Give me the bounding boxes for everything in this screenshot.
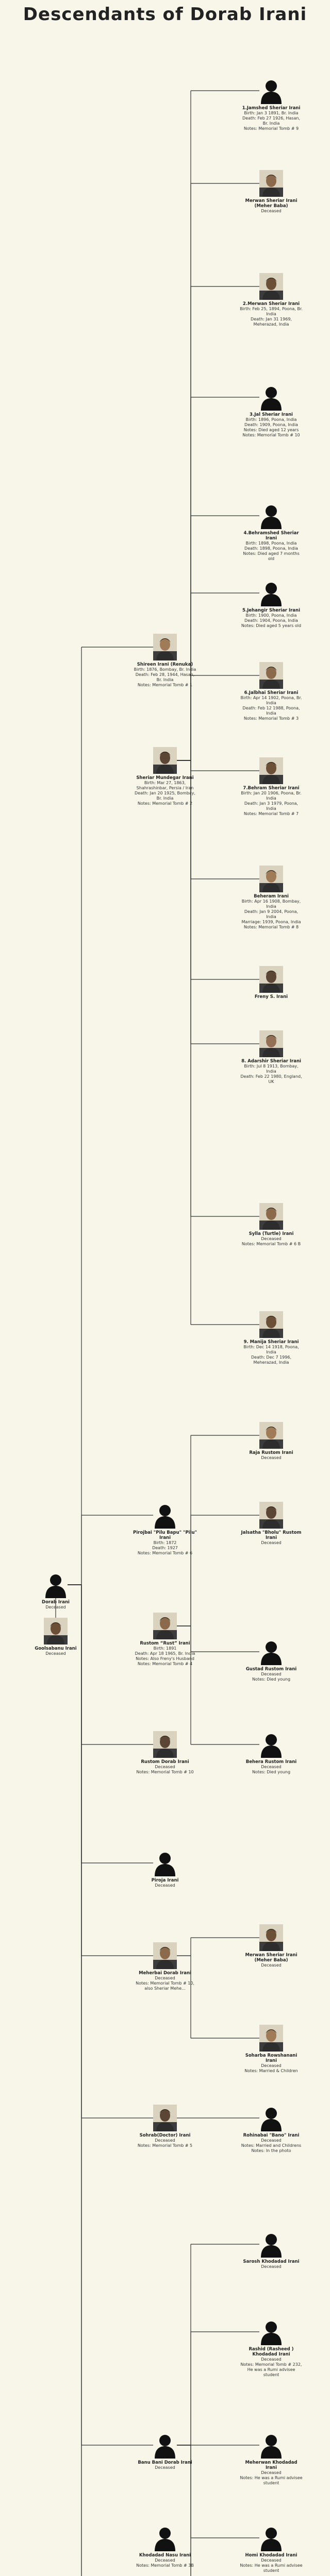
person-manija xyxy=(239,1311,303,1365)
person-merwan2 xyxy=(239,273,303,327)
person-banubai xyxy=(133,2432,197,2470)
person-name: Rashid (Rasheed ) Khodadad Irani xyxy=(249,2347,294,2357)
person-name: 6.Jalbhai Sheriar Irani xyxy=(244,690,299,696)
person-details: Deceased Notes: Memorial Tomb # 10 xyxy=(136,1765,194,1774)
person-details: Birth: Feb 25, 1894, Poona, Br. India Death: Jan 31 1969, Meherazad, India xyxy=(240,307,303,327)
person-details: Birth: 1900, Poona, India Death: 1904, Poona, India Notes: Died aged 5 years old xyxy=(241,613,302,628)
person-details: Deceased xyxy=(261,1540,282,1545)
person-raja xyxy=(239,1422,303,1461)
person-details: Deceased Notes: Memorial Tomb # 3B xyxy=(136,2558,194,2568)
person-details: Deceased Notes: Memorial Tomb # 232, He was a Rumi advisee student xyxy=(240,2357,302,2377)
person-jamshed xyxy=(239,77,303,131)
person-name: Merwan Sheriar Irani (Meher Baba) xyxy=(245,198,298,209)
person-name: Sheriar Mundegar Irani xyxy=(136,775,194,781)
person-details: Deceased Notes: Married & Children xyxy=(244,2063,298,2073)
person-details: Birth: 1891 Death: Apr 18 1965, Br. India Notes: Also Freny's Husband Notes: Memorial Tomb # 4 xyxy=(135,1646,195,1666)
person-name: Freny S. Irani xyxy=(254,994,288,999)
silhouette-icon xyxy=(259,2231,283,2258)
person-name: Sohrab(Doctor) Irani xyxy=(139,2133,191,2138)
person-details: Birth: Dec 14 1918, Poona, India Death: Dec 7 1996, Meherazad, India xyxy=(243,1345,299,1365)
person-homi xyxy=(239,2524,303,2573)
person-photo xyxy=(259,273,283,300)
person-details: Deceased xyxy=(261,1455,282,1460)
person-details: Deceased xyxy=(45,1605,66,1609)
person-name: Piroja Irani xyxy=(151,1878,179,1883)
person-meher-baba xyxy=(239,170,303,214)
silhouette-icon xyxy=(153,1502,177,1529)
person-adarshir xyxy=(239,1030,303,1084)
person-name: Beheram Irani xyxy=(254,894,289,899)
person-photo xyxy=(259,2025,283,2052)
person-behera xyxy=(239,1731,303,1775)
person-meher-baba2 xyxy=(239,1924,303,1968)
silhouette-icon xyxy=(259,580,283,606)
person-details: Deceased Notes: He was a Rumi advisee student xyxy=(240,2558,303,2573)
person-name: Sylla (Turtle) Irani xyxy=(249,1231,294,1236)
person-name: Merwan Sheriar Irani (Meher Baba) xyxy=(245,1953,298,1963)
person-sarosh xyxy=(239,2231,303,2269)
person-details: Deceased Notes: Memorial Tomb # 5 xyxy=(137,2138,193,2148)
person-photo xyxy=(153,634,177,660)
person-name: 8. Adarshir Sheriar Irani xyxy=(241,1059,301,1064)
silhouette-icon xyxy=(153,1850,177,1876)
person-behram xyxy=(239,757,303,817)
person-meherwan xyxy=(239,2432,303,2486)
person-name: 1.Jamshed Sheriar Irani xyxy=(242,106,301,111)
silhouette-icon xyxy=(259,502,283,529)
person-name: Rustom “Rust” Irani xyxy=(140,1641,190,1646)
silhouette-icon xyxy=(259,1638,283,1665)
silhouette-icon xyxy=(259,2524,283,2551)
person-photo xyxy=(259,1030,283,1057)
person-details: Birth: Jul 8 1913, Bombay, India Death: Feb 22 1980, England, UK xyxy=(240,1064,302,1084)
person-photo xyxy=(259,170,283,197)
person-jal xyxy=(239,384,303,438)
person-name: 2.Merwan Sheriar Irani xyxy=(242,301,300,307)
person-details: Deceased xyxy=(155,2465,175,2470)
person-name: Pirojbai "Pilu Bapu" "Pilu" Irani xyxy=(133,1530,197,1540)
person-name: Homi Khodadad Irani xyxy=(245,2553,298,2558)
person-soharba xyxy=(239,2025,303,2074)
person-name: 7.Behram Sheriar Irani xyxy=(243,786,300,791)
person-gustad xyxy=(239,1638,303,1682)
silhouette-icon xyxy=(259,2105,283,2131)
person-meherbai xyxy=(133,1942,197,1991)
silhouette-icon xyxy=(153,2524,177,2551)
person-photo xyxy=(259,1311,283,1338)
person-details: Deceased xyxy=(155,1883,175,1888)
person-photo xyxy=(259,1422,283,1449)
person-photo xyxy=(259,1502,283,1529)
person-jalbhai xyxy=(239,662,303,721)
person-photo xyxy=(259,1924,283,1951)
person-behramshed xyxy=(239,502,303,562)
person-name: Meherbai Dorab Irani xyxy=(139,1971,191,1976)
person-photo xyxy=(259,662,283,689)
person-name: Soharba Rowshanani Irani xyxy=(245,2053,298,2063)
person-name: Jalsatha "Bholu" Rustom Irani xyxy=(241,1530,302,1540)
silhouette-icon xyxy=(153,2432,177,2459)
person-details: Deceased xyxy=(261,209,282,213)
person-details: Birth: 1898, Poona, India Death: 1898, Poona, India Notes: Died aged 7 months old xyxy=(243,541,300,561)
person-name: Dorab Irani xyxy=(42,1600,70,1605)
person-details: Deceased Notes: Died young xyxy=(252,1672,291,1682)
person-photo xyxy=(153,1613,177,1639)
person-shireen xyxy=(133,634,197,688)
person-photo xyxy=(259,866,283,892)
person-sylla xyxy=(239,1203,303,1247)
silhouette-icon xyxy=(259,1731,283,1758)
person-name: Khodadad Nasu Irani xyxy=(139,2553,191,2558)
person-rustom-dorab xyxy=(133,1731,197,1775)
person-photo xyxy=(153,2105,177,2131)
person-photo xyxy=(153,1731,177,1758)
person-name: Raja Rustom Irani xyxy=(249,1450,293,1455)
person-dorab xyxy=(24,1571,88,1610)
person-details: Deceased xyxy=(261,2264,282,2269)
person-rustom xyxy=(133,1613,197,1667)
person-rohinabai xyxy=(239,2105,303,2154)
person-name: Shireen Irani (Renuka) xyxy=(137,662,193,667)
person-photo xyxy=(259,966,283,993)
silhouette-icon xyxy=(259,384,283,411)
person-name: Goolsabanu Irani xyxy=(35,1646,77,1651)
person-jehangir xyxy=(239,580,303,629)
page-title: Descendants of Dorab Irani xyxy=(23,4,307,25)
person-name: Rustom Dorab Irani xyxy=(141,1759,189,1765)
person-details: Birth: Jan 20 1906, Poona, Br. India Death: Jan 3 1979, Poona, India Notes: Memorial Tomb # 7 xyxy=(241,791,302,816)
person-name: Gustad Rustom Irani xyxy=(245,1667,297,1672)
silhouette-icon xyxy=(259,2432,283,2459)
person-photo xyxy=(153,747,177,774)
person-details: Birth: Jan 3 1891, Br. India Death: Feb 27 1926, Hasan, Br. India Notes: Memorial Tomb # 9 xyxy=(242,111,300,131)
person-name: Behera Rustom Irani xyxy=(245,1759,297,1765)
person-name: Sarosh Khodadad Irani xyxy=(243,2259,300,2264)
silhouette-icon xyxy=(44,1571,68,1598)
person-name: 3.Jal Sheriar Irani xyxy=(250,412,293,417)
person-khodadad xyxy=(133,2524,197,2568)
person-details: Birth: 1872 Death: 1927 Notes: Memorial Tomb # 6 xyxy=(137,1540,193,1555)
person-name: Rohinabai "Bano" Irani xyxy=(243,2133,300,2138)
person-name: Meherwan Khodadad Irani xyxy=(245,2460,298,2470)
person-details: Deceased Notes: He was a Rumi advisee student xyxy=(240,2470,303,2485)
silhouette-icon xyxy=(259,2318,283,2345)
person-details: Deceased xyxy=(45,1651,66,1656)
person-details: Birth: Mar 27, 1863, Shahrashinbar, Persia / Iran Death: Jan 20 1925, Bombay, Br. India Notes: Memorial Tomb # 2 xyxy=(135,781,195,806)
person-name: 4.Behramshed Sheriar Irani xyxy=(243,531,299,541)
person-photo xyxy=(44,1618,68,1645)
person-jalsatha xyxy=(239,1502,303,1546)
person-details: Deceased Notes: Married and Childrens Notes: In the photo xyxy=(241,2138,302,2153)
person-details: Birth: Apr 16 1908, Bombay, India Death: Jan 9 2004, Poona, India Marriage: 1939, Poona, India Notes: Memorial Tomb # 8 xyxy=(241,899,301,929)
person-piroja xyxy=(133,1850,197,1888)
person-details: Deceased xyxy=(261,1963,282,1968)
person-beheram-jal xyxy=(239,866,303,930)
person-details: Deceased Notes: Memorial Tomb # 6 B xyxy=(241,1236,301,1246)
person-photo xyxy=(153,1942,177,1969)
person-rashid xyxy=(239,2318,303,2378)
person-details: Birth: Apr 14 1902, Poona, Br. India Death: Feb 12 1988, Poona, India Notes: Memorial Tomb # 3 xyxy=(240,696,302,721)
person-details: Birth: 1876, Bombay, Br. India Death: Feb 28, 1944, Hasan, Br. India Notes: Memorial Tomb # 1 xyxy=(134,667,196,687)
person-sohrab xyxy=(133,2105,197,2148)
person-pirojbai xyxy=(133,1502,197,1556)
person-name: Banu Bani Dorab Irani xyxy=(138,2460,192,2465)
person-details: Deceased Notes: Died young xyxy=(252,1765,291,1774)
person-freny xyxy=(239,966,303,999)
person-sheriar xyxy=(133,747,197,806)
person-details: Birth: 1896, Poona, India Death: 1909, Poona, India Notes: Died aged 12 years Notes: Memorial Tomb # 10 xyxy=(242,417,300,437)
person-photo xyxy=(259,1203,283,1230)
person-name: 5.Jehangir Sheriar Irani xyxy=(242,608,301,613)
person-photo xyxy=(259,757,283,784)
person-details: Deceased Notes: Memorial Tomb # 10, also Sheriar Mehe... xyxy=(136,1976,194,1991)
person-goolsabanu xyxy=(24,1618,88,1656)
person-name: 9. Manija Sheriar Irani xyxy=(243,1340,299,1345)
silhouette-icon xyxy=(259,77,283,104)
